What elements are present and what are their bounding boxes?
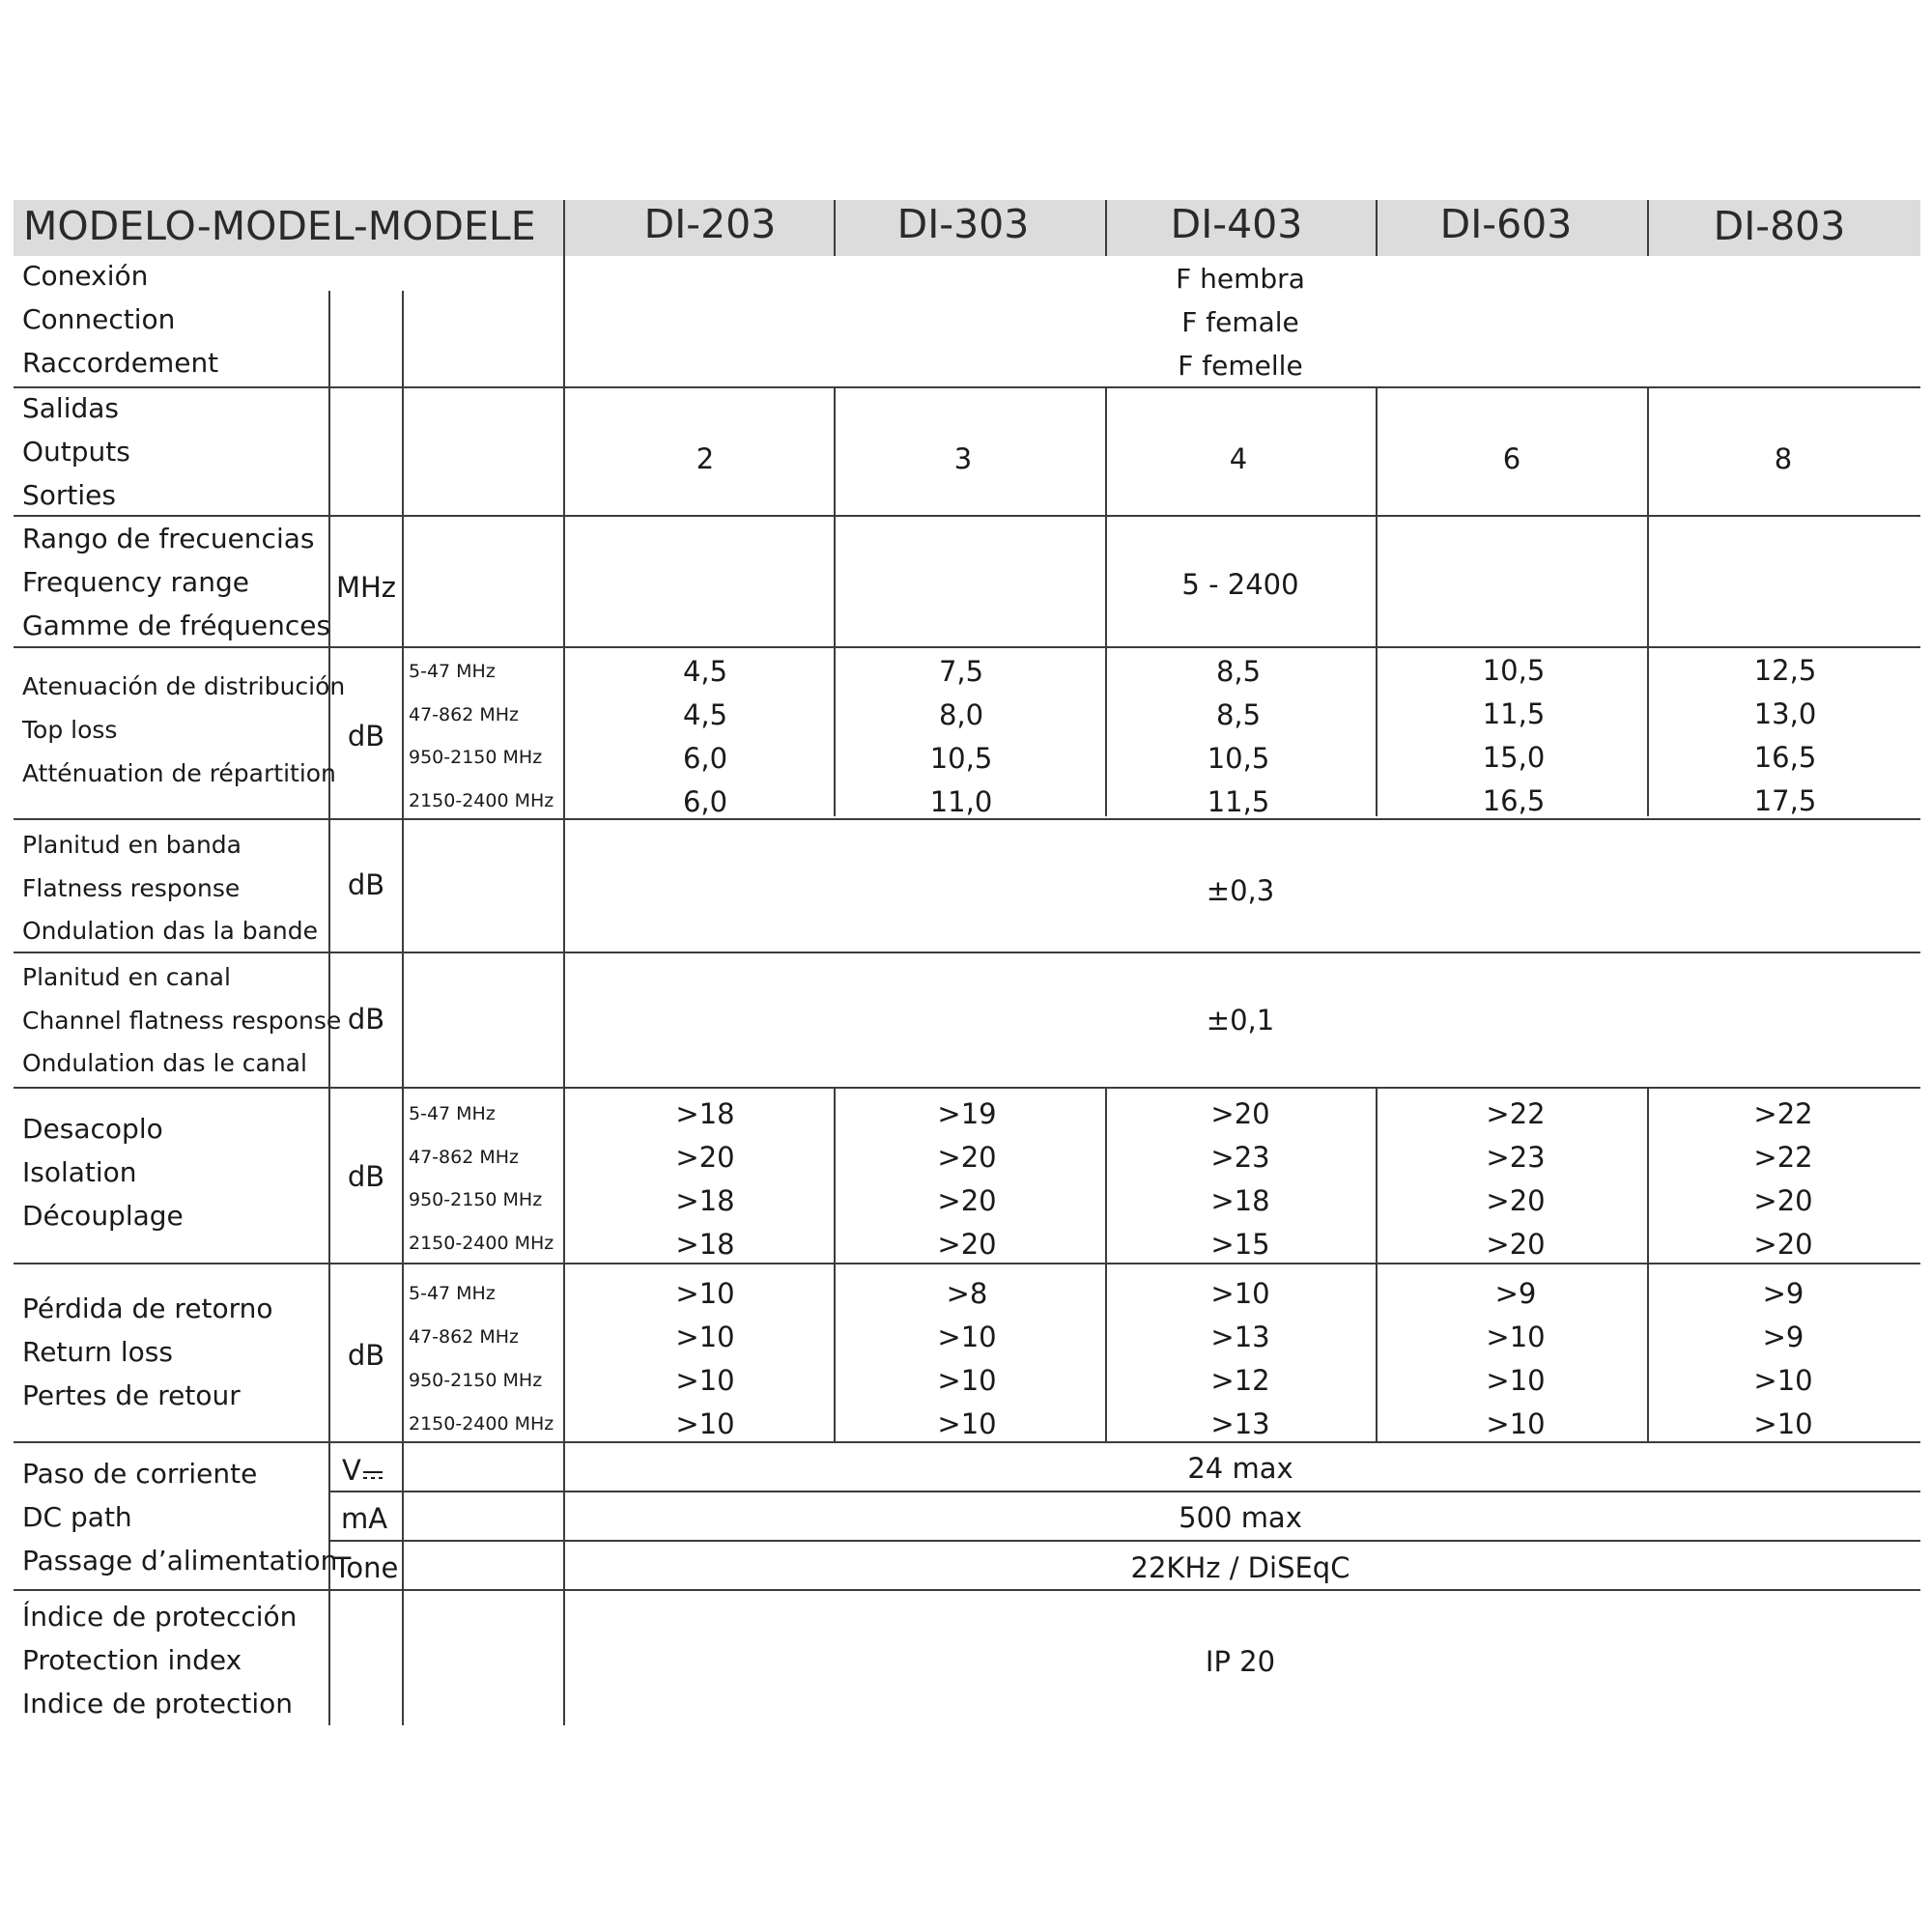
top-loss-cell: 4,5 — [682, 655, 728, 688]
row-label-outputs-fr: Sorties — [22, 479, 116, 511]
channel-flatness-unit: dB — [347, 1003, 385, 1036]
column-divider — [1105, 1263, 1107, 1441]
row-label-isolation-fr: Découplage — [22, 1200, 184, 1232]
row-label-connection-fr: Raccordement — [22, 347, 219, 379]
return-loss-cell: >9 — [1762, 1321, 1804, 1353]
model-name-di-403: DI-403 — [1170, 201, 1303, 247]
dc-voltage-unit — [342, 1454, 384, 1487]
outputs-value: 6 — [1502, 442, 1521, 475]
row-label-top-loss-en: Top loss — [22, 716, 118, 744]
row-label-dc-path-es: Paso de corriente — [22, 1458, 258, 1490]
top-loss-cell: 10,5 — [1482, 654, 1546, 687]
row-label-protection-es: Índice de protección — [22, 1601, 298, 1633]
top-loss-cell: 10,5 — [929, 742, 993, 775]
top-loss-cell: 6,0 — [682, 785, 728, 818]
row-label-outputs-es: Salidas — [22, 392, 120, 424]
top-loss-unit: dB — [347, 720, 385, 753]
band-label: 47-862 MHz — [409, 704, 519, 725]
column-divider — [1376, 200, 1378, 256]
dc-voltage-unit-label: V — [342, 1454, 361, 1487]
top-loss-cell: 11,0 — [929, 785, 993, 818]
frequency-unit: MHz — [335, 571, 397, 604]
top-loss-cell: 17,5 — [1753, 784, 1817, 817]
model-name-di-803: DI-803 — [1713, 203, 1846, 249]
flatness-value: ±0,3 — [1206, 874, 1275, 907]
band-label: 950-2150 MHz — [409, 1370, 543, 1391]
isolation-cell: >19 — [937, 1097, 997, 1130]
return-loss-cell: >10 — [937, 1321, 997, 1353]
return-loss-cell: >10 — [1486, 1364, 1546, 1397]
top-loss-cell: 8,0 — [938, 698, 984, 731]
return-loss-cell: >13 — [1210, 1407, 1270, 1440]
column-divider — [1647, 386, 1649, 816]
outputs-value: 3 — [953, 442, 973, 475]
isolation-cell: >20 — [937, 1228, 997, 1261]
model-column-title: MODELO-MODEL-MODELE — [23, 203, 536, 249]
band-label: 950-2150 MHz — [409, 747, 543, 768]
top-loss-cell: 15,0 — [1482, 741, 1546, 774]
dc-symbol-icon — [362, 1468, 384, 1482]
isolation-cell: >22 — [1753, 1141, 1813, 1174]
return-loss-cell: >10 — [937, 1364, 997, 1397]
row-label-isolation-es: Desacoplo — [22, 1113, 163, 1145]
row-label-return-loss-es: Pérdida de retorno — [22, 1293, 273, 1324]
column-divider — [834, 386, 836, 816]
return-loss-cell: >10 — [675, 1277, 735, 1310]
row-label-dc-path-fr: Passage d’alimentation — [22, 1545, 338, 1577]
column-divider — [563, 200, 565, 1725]
row-label-connection-es: Conexión — [22, 260, 149, 292]
row-divider — [14, 1589, 1920, 1591]
row-label-frequency-fr: Gamme de fréquences — [22, 610, 331, 641]
top-loss-cell: 16,5 — [1482, 784, 1546, 817]
return-loss-cell: >10 — [1486, 1321, 1546, 1353]
isolation-cell: >20 — [937, 1141, 997, 1174]
band-label: 2150-2400 MHz — [409, 1413, 554, 1435]
isolation-cell: >20 — [1210, 1097, 1270, 1130]
row-label-flatness-en: Flatness response — [22, 874, 241, 902]
top-loss-cell: 8,5 — [1215, 698, 1262, 731]
row-label-top-loss-es: Atenuación de distribución — [22, 672, 346, 700]
return-loss-cell: >10 — [1753, 1364, 1813, 1397]
protection-value: IP 20 — [1205, 1645, 1276, 1678]
isolation-cell: >22 — [1753, 1097, 1813, 1130]
top-loss-cell: 6,0 — [682, 742, 728, 775]
column-divider — [1647, 200, 1649, 256]
top-loss-cell: 11,5 — [1482, 697, 1546, 730]
top-loss-cell: 13,0 — [1753, 697, 1817, 730]
row-divider — [14, 952, 1920, 953]
row-divider — [14, 515, 1920, 517]
band-label: 950-2150 MHz — [409, 1189, 543, 1210]
isolation-cell: >20 — [675, 1141, 735, 1174]
return-loss-cell: >10 — [675, 1321, 735, 1353]
row-label-protection-en: Protection index — [22, 1644, 242, 1676]
band-label: 47-862 MHz — [409, 1326, 519, 1348]
row-label-flatness-fr: Ondulation das la bande — [22, 917, 318, 945]
row-divider — [14, 1087, 1920, 1089]
row-label-outputs-en: Outputs — [22, 436, 130, 468]
column-divider — [1647, 1263, 1649, 1441]
row-divider — [14, 1263, 1920, 1264]
connection-value-es: F hembra — [1176, 263, 1305, 295]
row-label-channel-flatness-es: Planitud en canal — [22, 963, 231, 991]
row-divider — [14, 386, 1920, 388]
row-label-return-loss-en: Return loss — [22, 1336, 173, 1368]
outputs-value: 2 — [696, 442, 715, 475]
return-loss-cell: >10 — [1753, 1407, 1813, 1440]
isolation-cell: >15 — [1210, 1228, 1270, 1261]
dc-tone-value: 22KHz / DiSEqC — [1130, 1551, 1350, 1584]
model-name-di-203: DI-203 — [643, 201, 777, 247]
connection-value-fr: F femelle — [1178, 350, 1303, 382]
top-loss-cell: 8,5 — [1215, 655, 1262, 688]
top-loss-cell: 4,5 — [682, 698, 728, 731]
row-label-return-loss-fr: Pertes de retour — [22, 1379, 241, 1411]
row-divider — [14, 646, 1920, 648]
row-label-channel-flatness-fr: Ondulation das le canal — [22, 1049, 307, 1077]
isolation-cell: >18 — [675, 1228, 735, 1261]
column-divider — [1376, 386, 1378, 816]
isolation-cell: >20 — [1486, 1228, 1546, 1261]
band-label: 47-862 MHz — [409, 1147, 519, 1168]
isolation-cell: >20 — [937, 1184, 997, 1217]
isolation-cell: >18 — [675, 1184, 735, 1217]
model-name-di-303: DI-303 — [896, 201, 1030, 247]
band-label: 5-47 MHz — [409, 661, 496, 682]
band-label: 5-47 MHz — [409, 1283, 496, 1304]
channel-flatness-value: ±0,1 — [1206, 1004, 1275, 1037]
column-divider — [402, 291, 404, 1725]
top-loss-cell: 12,5 — [1753, 654, 1817, 687]
isolation-cell: >20 — [1753, 1184, 1813, 1217]
top-loss-cell: 11,5 — [1207, 785, 1270, 818]
return-loss-cell: >9 — [1762, 1277, 1804, 1310]
column-divider — [834, 1263, 836, 1441]
column-divider — [1105, 1087, 1107, 1263]
band-label: 2150-2400 MHz — [409, 790, 554, 811]
isolation-unit: dB — [347, 1160, 385, 1193]
return-loss-cell: >10 — [937, 1407, 997, 1440]
return-loss-cell: >10 — [1486, 1407, 1546, 1440]
return-loss-cell: >10 — [675, 1364, 735, 1397]
column-divider — [1647, 1087, 1649, 1263]
model-name-di-603: DI-603 — [1439, 201, 1573, 247]
band-label: 2150-2400 MHz — [409, 1233, 554, 1254]
return-loss-cell: >13 — [1210, 1321, 1270, 1353]
dc-current-value: 500 max — [1179, 1501, 1302, 1534]
row-divider — [328, 1491, 1920, 1492]
outputs-value: 8 — [1774, 442, 1793, 475]
connection-value-en: F female — [1181, 306, 1299, 338]
top-loss-cell: 7,5 — [938, 655, 984, 688]
row-label-frequency-es: Rango de frecuencias — [22, 523, 315, 554]
isolation-cell: >20 — [1486, 1184, 1546, 1217]
isolation-cell: >23 — [1210, 1141, 1270, 1174]
column-divider — [1376, 1263, 1378, 1441]
row-divider — [14, 818, 1920, 820]
dc-current-unit: mA — [340, 1502, 388, 1535]
frequency-value: 5 - 2400 — [1181, 568, 1299, 601]
column-divider — [1105, 200, 1107, 256]
column-divider — [834, 200, 836, 256]
isolation-cell: >18 — [675, 1097, 735, 1130]
dc-voltage-value: 24 max — [1187, 1452, 1293, 1485]
row-label-flatness-es: Planitud en banda — [22, 831, 242, 859]
return-loss-cell: >10 — [1210, 1277, 1270, 1310]
return-loss-cell: >8 — [946, 1277, 988, 1310]
isolation-cell: >20 — [1753, 1228, 1813, 1261]
top-loss-cell: 10,5 — [1207, 742, 1270, 775]
band-label: 5-47 MHz — [409, 1103, 496, 1124]
row-label-top-loss-fr: Atténuation de répartition — [22, 759, 336, 787]
return-loss-cell: >9 — [1494, 1277, 1537, 1310]
return-loss-cell: >12 — [1210, 1364, 1270, 1397]
row-divider — [328, 1540, 1920, 1542]
isolation-cell: >18 — [1210, 1184, 1270, 1217]
outputs-value: 4 — [1229, 442, 1248, 475]
top-loss-cell: 16,5 — [1753, 741, 1817, 774]
dc-tone-unit: Tone — [333, 1551, 399, 1584]
return-loss-unit: dB — [347, 1339, 385, 1372]
isolation-cell: >23 — [1486, 1141, 1546, 1174]
column-divider — [1376, 1087, 1378, 1263]
row-label-protection-fr: Indice de protection — [22, 1688, 294, 1719]
isolation-cell: >22 — [1486, 1097, 1546, 1130]
row-label-channel-flatness-en: Channel flatness response — [22, 1007, 342, 1035]
row-label-dc-path-en: DC path — [22, 1501, 132, 1533]
flatness-unit: dB — [347, 868, 385, 901]
row-divider — [14, 1441, 1920, 1443]
column-divider — [834, 1087, 836, 1263]
row-label-isolation-en: Isolation — [22, 1156, 137, 1188]
column-divider — [1105, 386, 1107, 816]
row-label-frequency-en: Frequency range — [22, 566, 249, 598]
return-loss-cell: >10 — [675, 1407, 735, 1440]
row-label-connection-en: Connection — [22, 303, 176, 335]
